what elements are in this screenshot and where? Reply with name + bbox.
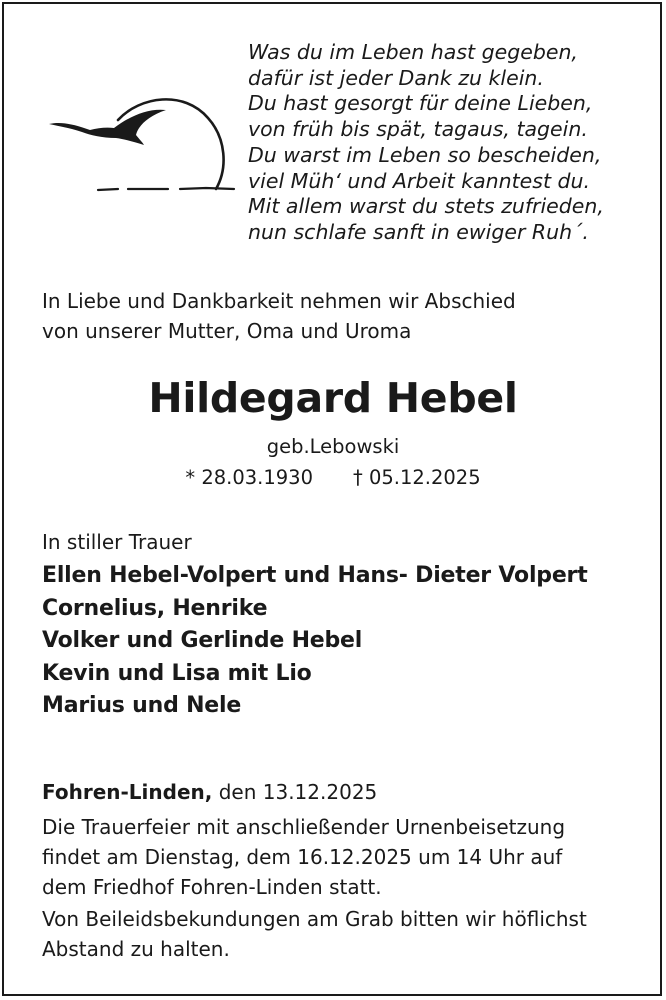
death-date: † 05.12.2025 <box>353 466 481 489</box>
mourner-name: Ellen Hebel-Volpert und Hans- Dieter Volpert <box>42 563 588 588</box>
mourner-name: Kevin und Lisa mit Lio <box>42 660 312 686</box>
poem <box>248 40 648 246</box>
place-date <box>42 778 377 806</box>
poem-line: von früh bis spät, tagaus, tagein. <box>248 117 588 142</box>
bird-sunset-icon <box>44 88 244 198</box>
ceremony-line: dem Friedhof Fohren-Linden statt. <box>42 875 382 899</box>
notice-date: den 13.12.2025 <box>218 780 378 804</box>
bird-silhouette <box>49 110 166 145</box>
ceremony-line: Die Trauerfeier mit anschließender Urnenbeisetzung <box>42 815 566 839</box>
mourner-name: Marius und Nele <box>42 693 242 718</box>
poem-line: nun schlafe sanft in ewiger Ruh´. <box>248 219 589 244</box>
poem-line: Du hast gesorgt für deine Lieben, <box>248 91 593 116</box>
ceremony-line: findet am Dienstag, dem 16.12.2025 um 14 Uhr auf <box>42 845 563 869</box>
life-dates <box>0 464 666 492</box>
mourner-name: Cornelius, Henrike <box>42 595 268 621</box>
mourners-heading: In stiller Trauer <box>42 530 192 554</box>
condolence-note <box>42 904 652 964</box>
intro-line: In Liebe und Dankbarkeit nehmen wir Abschied <box>42 289 516 313</box>
deceased-name: Hildegard Hebel <box>148 374 518 422</box>
condolence-line: Von Beileidsbekundungen am Grab bitten wir höflichst <box>42 907 587 931</box>
poem-line: viel Müh‘ und Arbeit kanntest du. <box>248 168 591 193</box>
poem-line: Was du im Leben hast gegeben, <box>248 40 578 64</box>
ceremony-info <box>42 812 652 902</box>
intro-line: von unserer Mutter, Oma und Uroma <box>42 319 412 343</box>
intro-text <box>42 286 642 346</box>
sun-arc <box>118 99 224 189</box>
horizon-line <box>98 188 234 190</box>
poem-line: Du warst im Leben so bescheiden, <box>248 142 602 167</box>
condolence-line: Abstand zu halten. <box>42 937 230 961</box>
birth-date: * 28.03.1930 <box>185 466 313 489</box>
place-name: Fohren-Linden, <box>42 780 213 804</box>
mourners-list <box>42 560 652 723</box>
birth-name: geb.Lebowski <box>266 435 400 458</box>
poem-line: Mit allem warst du stets zufrieden, <box>248 194 604 219</box>
mourner-name: Volker und Gerlinde Hebel <box>42 628 363 653</box>
poem-line: dafür ist jeder Dank zu klein. <box>248 65 544 90</box>
